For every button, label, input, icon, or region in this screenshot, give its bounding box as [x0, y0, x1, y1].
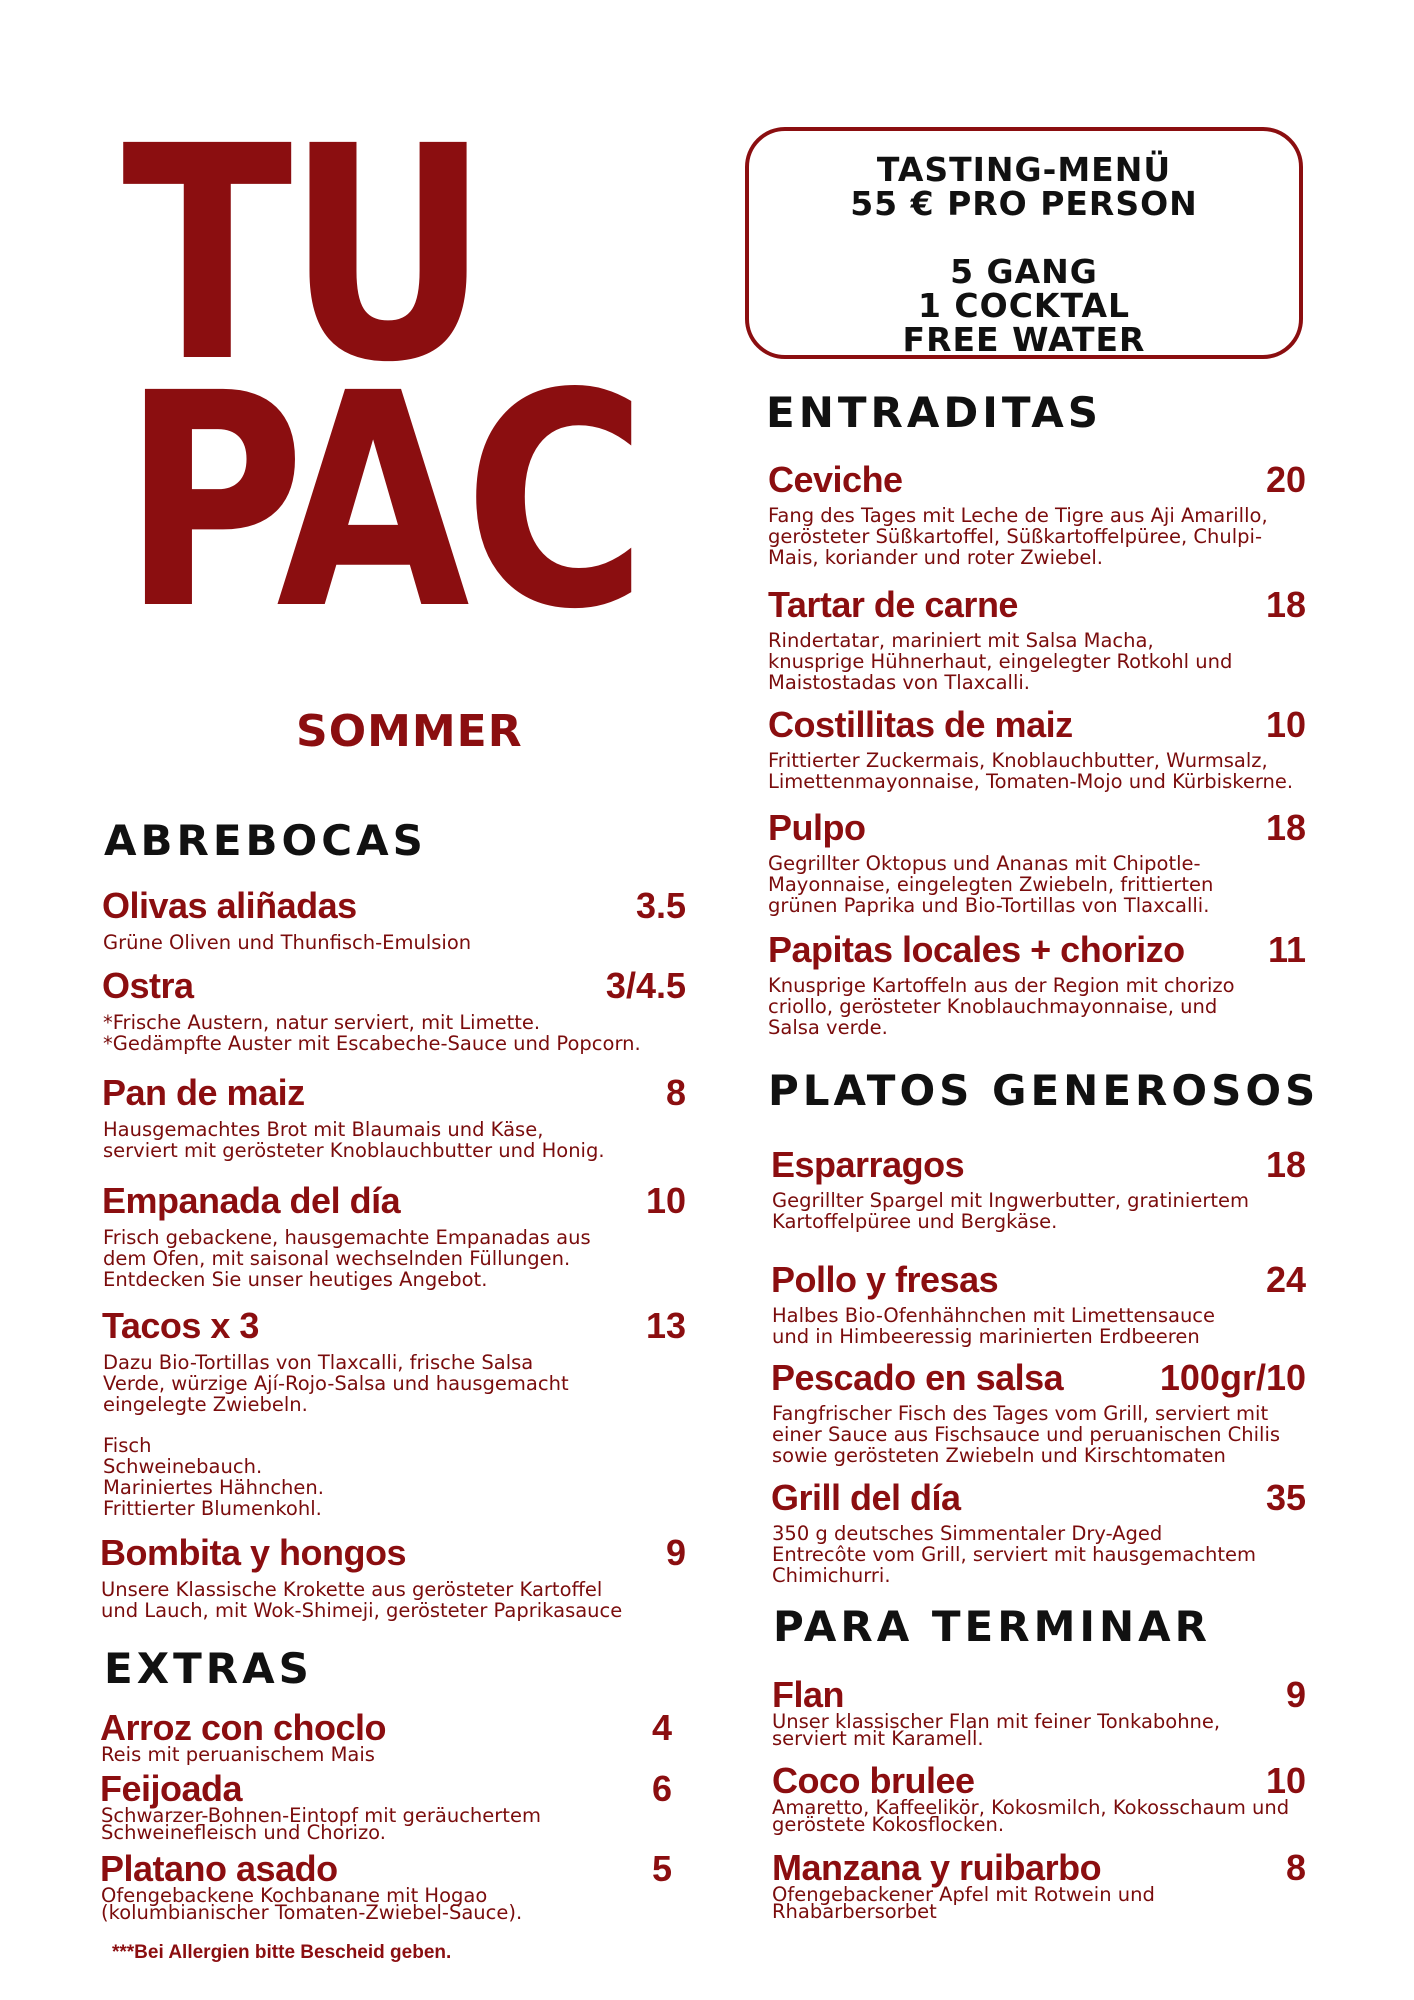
logo-line-2: PAC [122, 330, 642, 674]
menu-item-description: Hausgemachtes Brot mit Blaumais und Käse, serviert mit gerösteter Knoblauchbutter und Honig. [103, 1118, 605, 1162]
menu-item-price: 8 [665, 1072, 686, 1113]
menu-item-price: 13 [645, 1305, 686, 1346]
season-title: SOMMER [296, 706, 523, 757]
menu-item-price: 6 [651, 1768, 672, 1809]
menu-item-description: Frisch gebackene, hausgemachte Empanadas aus dem Ofen, mit saisonal wechselnden Füllungen. Entdecken Sie unser heutiges Angebot. [103, 1226, 591, 1291]
menu-item-name: Ostra [102, 965, 194, 1006]
section-title-abrebocas: ABREBOCAS [104, 816, 427, 865]
menu-item-name: Pescado en salsa [771, 1357, 1064, 1398]
taco-filling-options: Fisch Schweinebauch. Mariniertes Hähnchen. Frittierter Blumenkohl. [103, 1434, 324, 1520]
menu-item-name: Flan [772, 1674, 845, 1715]
menu-item-price: 100gr/10 [1159, 1357, 1306, 1398]
menu-item-description: Halbes Bio-Ofenhähnchen mit Limettensauce und in Himbeeressig marinierten Erdbeeren [772, 1304, 1216, 1348]
tasting-menu-title: TASTING-MENÜ [876, 150, 1172, 189]
menu-item-name: Papitas locales + chorizo [768, 929, 1185, 970]
menu-item-description: 350 g deutsches Simmentaler Dry-Aged Entrecôte vom Grill, serviert mit hausgemachtem Chimichurri. [772, 1522, 1256, 1587]
menu-item-name: Bombita y hongos [100, 1532, 406, 1573]
menu-item-description: Frittierter Zuckermais, Knoblauchbutter, Wurmsalz, Limettenmayonnaise, Tomaten-Mojo und Kürbiskerne. [768, 749, 1294, 793]
menu-item-name: Ceviche [768, 459, 903, 500]
menu-item-name: Tacos x 3 [102, 1305, 259, 1346]
menu-item-name: Arroz con choclo [100, 1707, 387, 1748]
menu-item-description: Grüne Oliven und Thunfisch-Emulsion [103, 931, 472, 954]
menu-item-name: Feijoada [100, 1768, 243, 1809]
menu-item-name: Pollo y fresas [771, 1259, 999, 1300]
menu-item-price: 4 [651, 1707, 672, 1748]
menu-item-name: Manzana y ruibarbo [772, 1847, 1102, 1888]
menu-item-description: Schwarzer-Bohnen-Eintopf mit geräuchertem Schweinefleisch und Chorizo. [101, 1804, 541, 1844]
menu-item-description: Unser klassischer Flan mit feiner Tonkabohne, serviert mit Karamell. [772, 1710, 1221, 1750]
section-title-para-terminar: PARA TERMINAR [773, 1602, 1211, 1651]
tasting-menu-price: 55 € PRO PERSON [850, 184, 1198, 223]
menu-item-price: 10 [1265, 1760, 1306, 1801]
section-title-platos-generosos: PLATOS GENEROSOS [768, 1066, 1320, 1115]
tasting-menu-cocktail: 1 COCKTAL [917, 286, 1131, 325]
menu-item-description: *Frische Austern, natur serviert, mit Limette. *Gedämpfte Auster mit Escabeche-Sauce und Popcorn. [103, 1011, 641, 1055]
menu-item-name: Grill del día [771, 1477, 961, 1518]
menu-item-price: 24 [1265, 1259, 1306, 1300]
menu-item-description: Fangfrischer Fisch des Tages vom Grill, serviert mit einer Sauce aus Fischsauce und peruanischen Chilis sowie gerösteten Zwiebeln und Kirschtomaten [772, 1402, 1281, 1467]
menu-item-name: Empanada del día [102, 1180, 401, 1221]
section-title-entraditas: ENTRADITAS [766, 388, 1102, 437]
menu-item-price: 35 [1265, 1477, 1306, 1518]
menu-item-price: 10 [1265, 704, 1306, 745]
menu-item-name: Tartar de carne [768, 584, 1018, 625]
menu-item-name: Coco brulee [772, 1760, 975, 1801]
menu-item-description: Ofengebackener Apfel mit Rotwein und Rhabarbersorbet [772, 1883, 1155, 1923]
menu-item-price: 3.5 [635, 885, 686, 926]
tasting-menu-water: FREE WATER [902, 320, 1146, 359]
menu-item-description: Ofengebackene Kochbanane mit Hogao (kolumbianischer Tomaten-Zwiebel-Sauce). [101, 1884, 523, 1924]
menu-item-name: Esparragos [771, 1144, 965, 1185]
menu-item-description: Rindertatar, mariniert mit Salsa Macha, knusprige Hühnerhaut, eingelegter Rotkohl und Maistostadas von Tlaxcalli. [768, 629, 1233, 694]
menu-item-price: 10 [645, 1180, 686, 1221]
menu-item-name: Pulpo [768, 807, 866, 848]
tasting-menu-courses: 5 GANG [950, 252, 1098, 291]
menu-item-description: Amaretto, Kaffeelikör, Kokosmilch, Kokosschaum und geröstete Kokosflocken. [772, 1796, 1290, 1836]
menu-item-price: 20 [1265, 459, 1306, 500]
menu-item-name: Pan de maiz [102, 1072, 305, 1113]
menu-item-description: Dazu Bio-Tortillas von Tlaxcalli, frische Salsa Verde, würzige Ají-Rojo-Salsa und hausgemacht eingelegte Zwiebeln. [103, 1351, 569, 1416]
menu-item-name: Platano asado [100, 1848, 338, 1889]
menu-item-description: Unsere Klassische Krokette aus gerösteter Kartoffel und Lauch, mit Wok-Shimeji, gerösteter Paprikasauce [101, 1578, 623, 1622]
menu-item-description: Knusprige Kartoffeln aus der Region mit chorizo criollo, gerösteter Knoblauchmayonnaise, und Salsa verde. [768, 974, 1235, 1039]
menu-item-name: Costillitas de maiz [768, 704, 1073, 745]
menu-item-price: 18 [1265, 1144, 1306, 1185]
menu-item-price: 5 [651, 1848, 672, 1889]
logo-line-1: TU [122, 83, 484, 427]
menu-item-price: 8 [1285, 1847, 1306, 1888]
menu-item-price: 18 [1265, 584, 1306, 625]
section-title-extras: EXTRAS [104, 1644, 313, 1693]
menu-item-description: Gegrillter Oktopus und Ananas mit Chipotle- Mayonnaise, eingelegten Zwiebeln, frittierten grünen Paprika und Bio-Tortillas von Tlaxcalli. [768, 852, 1214, 917]
menu-item-price: 9 [665, 1532, 686, 1573]
allergy-note: ***Bei Allergien bitte Bescheid geben. [112, 1942, 452, 1963]
menu-item-price: 3/4.5 [605, 965, 686, 1006]
menu-item-description: Reis mit peruanischem Mais [101, 1743, 375, 1766]
tasting-menu-box [745, 127, 1303, 359]
menu-item-price: 9 [1285, 1674, 1306, 1715]
menu-item-price: 18 [1265, 807, 1306, 848]
menu-item-name: Olivas aliñadas [102, 885, 357, 926]
menu-item-price: 11 [1267, 929, 1306, 970]
menu-item-description: Fang des Tages mit Leche de Tigre aus Aji Amarillo, gerösteter Süßkartoffel, Süßkartoffelpüree, Chulpi- Mais, koriander und roter Zwiebel. [768, 504, 1268, 569]
menu-item-description: Gegrillter Spargel mit Ingwerbutter, gratiniertem Kartoffelpüree und Bergkäse. [772, 1189, 1249, 1233]
